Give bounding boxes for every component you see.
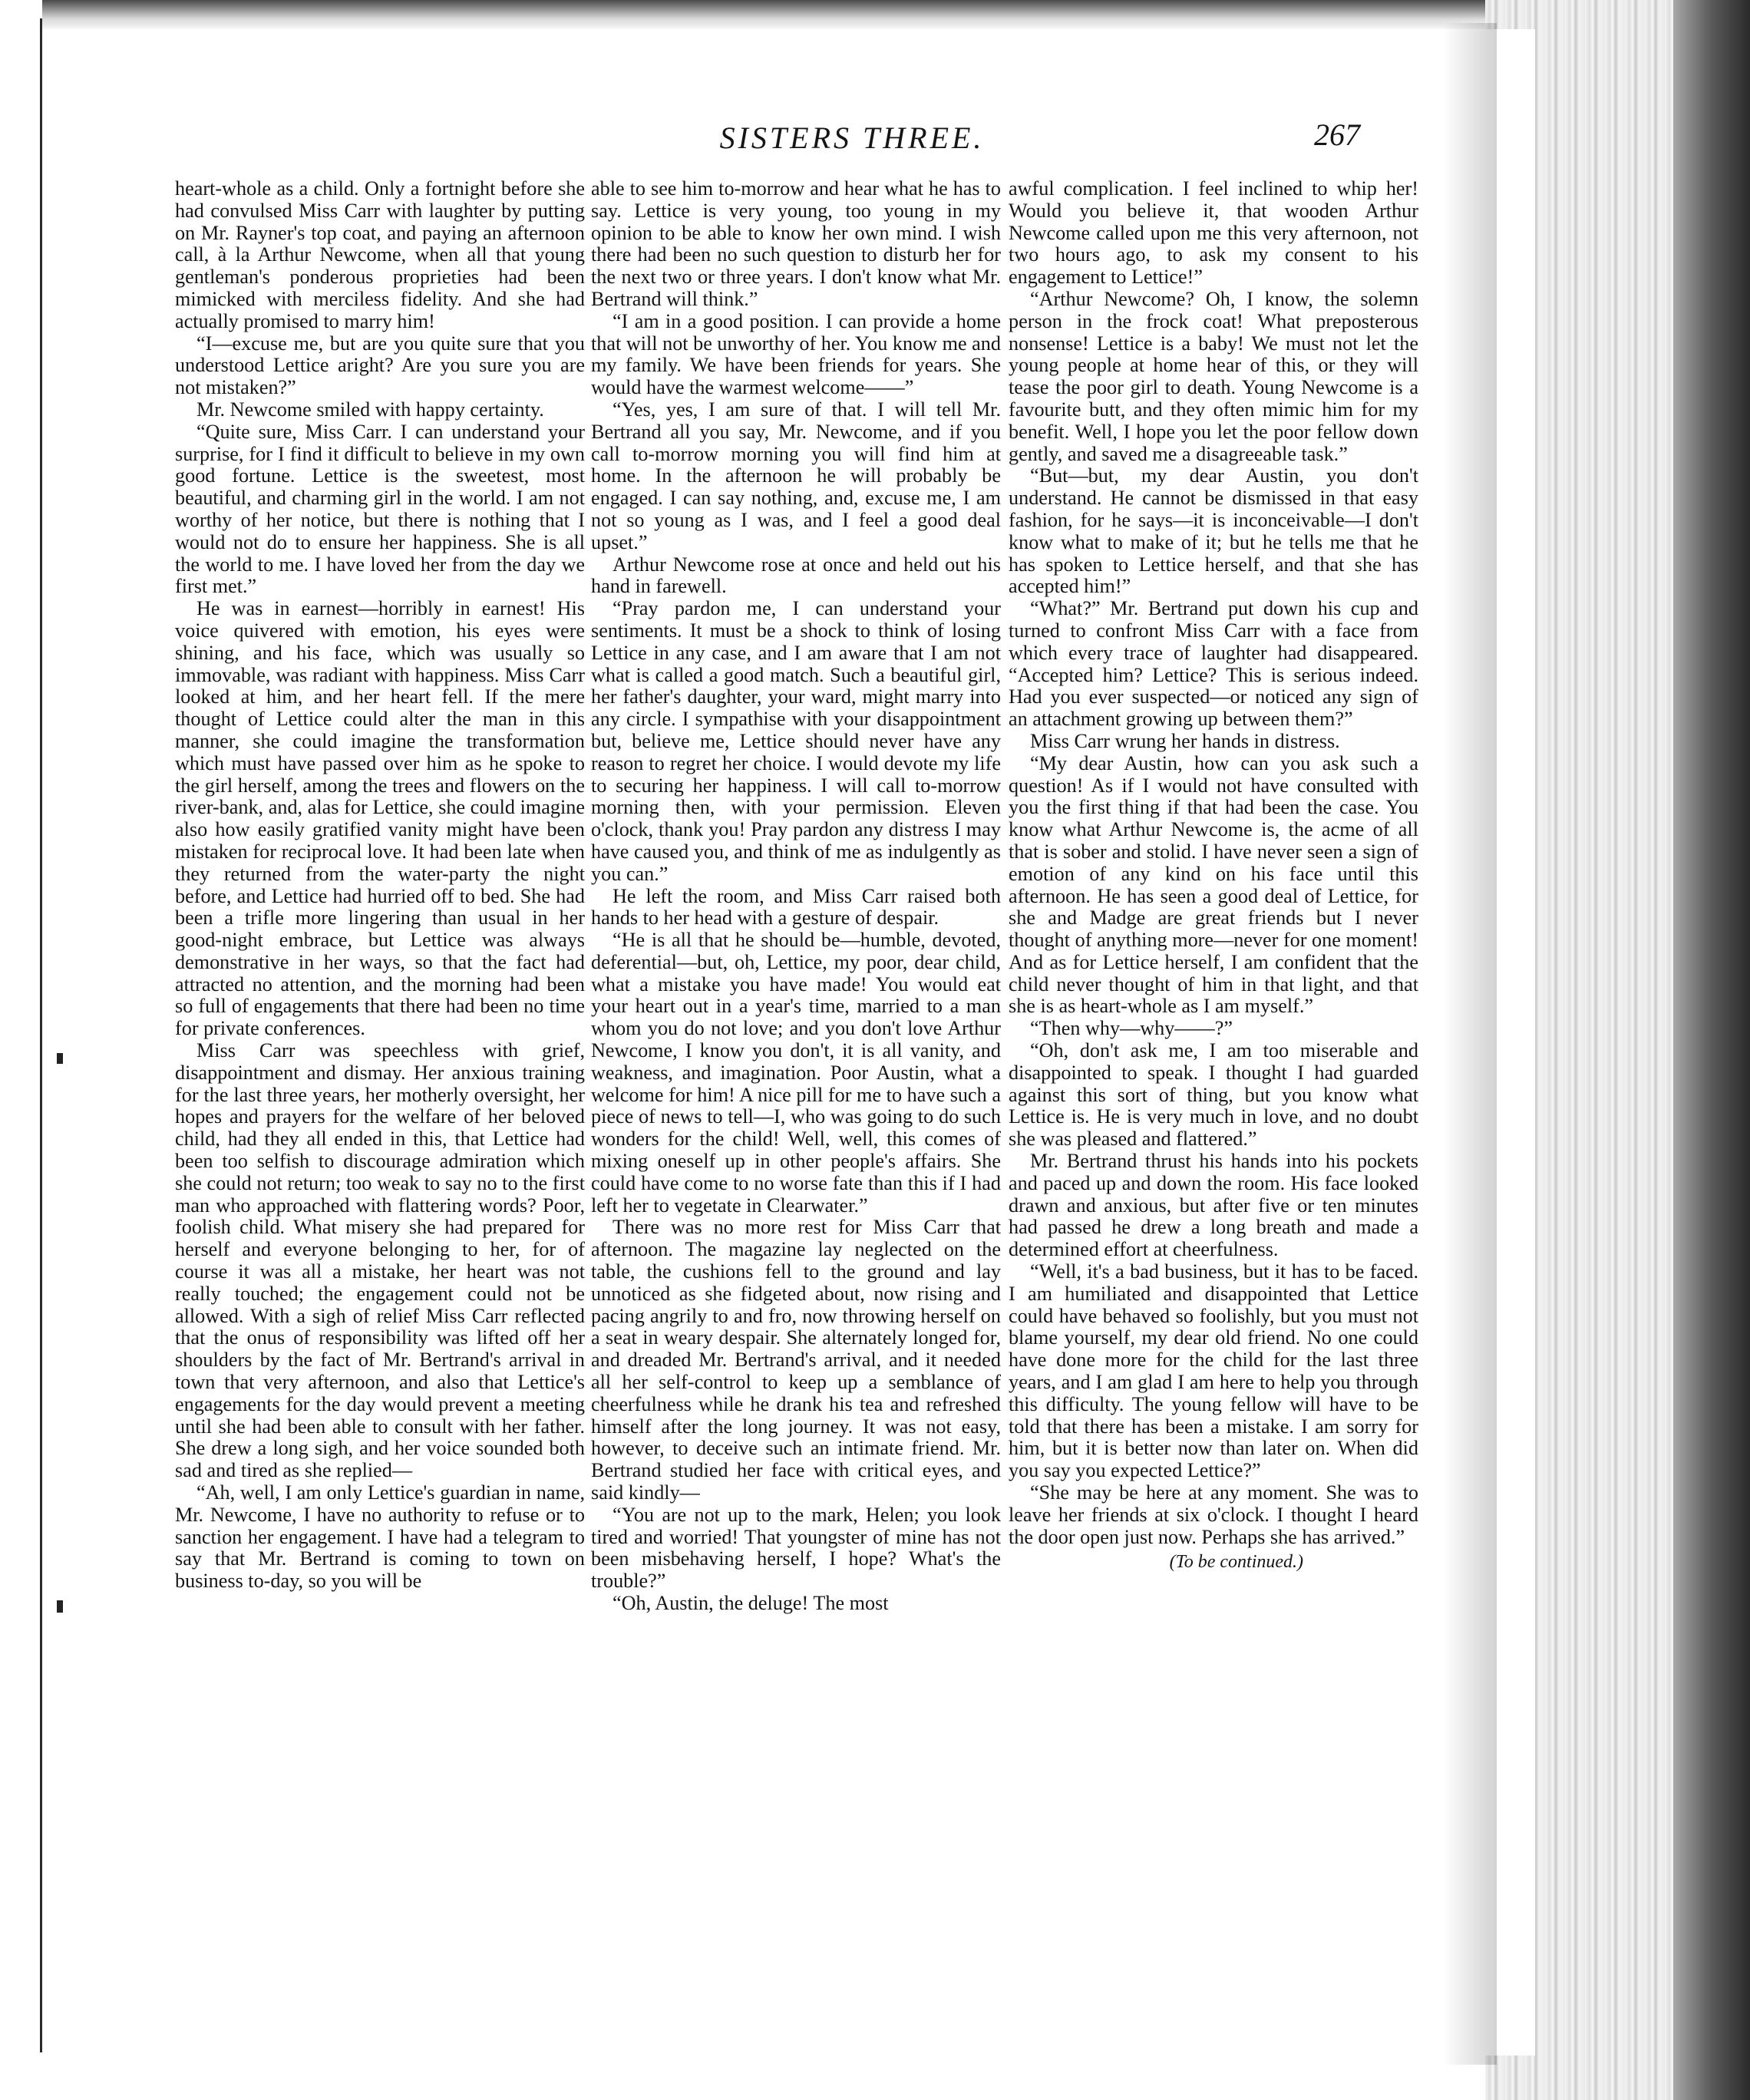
paragraph: “He is all that he should be—humble, devoted, deferential—but, oh, Lettice, my poor, dear child, what a mistake you have made! You would eat your heart out in a year's time, married to a man whom you do not love; and you don't love Arthur Newcome, I know you don't, it is all vanity, and weakness, and imagination. Poor Austin, what a welcome for him! A nice pill for me to have such a piece of news to tell—I, who was going to do such wonders for the child! Well, well, this comes of mixing oneself up in other people's affairs. She could have come to no worse fate than this if I had left her to vegetate in Clearwater.” — [591, 929, 1001, 1217]
book-binding-edge — [0, 0, 40, 2100]
paragraph: “Ah, well, I am only Lettice's guardian in name, Mr. Newcome, I have no authority to refuse or to sanction her engagement. I have had a telegram to say that Mr. Bertrand is coming to town on business to-day, so you will be — [175, 1481, 585, 1593]
paragraph: He left the room, and Miss Carr raised both hands to her head with a gesture of despair. — [591, 884, 1001, 929]
paragraph: “Oh, Austin, the deluge! The most — [612, 1592, 889, 1614]
top-shadow — [42, 0, 1539, 32]
paragraph: “Then why—why——?” — [1030, 1017, 1233, 1040]
book-cover-edge — [1673, 0, 1750, 2100]
paragraph: “She may be here at any moment. She was to leave her friends at six o'clock. I thought I heard the door open just now. Perhaps she has arrived.” — [1009, 1481, 1418, 1548]
paragraph: Mr. Bertrand thrust his hands into his pockets and paced up and down the room. His face looked drawn and anxious, but after five or ten minutes had passed he drew a long breath and made a determined effort at cheerfulness. — [1009, 1150, 1418, 1261]
paragraph: “Pray pardon me, I can understand your sentiments. It must be a shock to think of losing Lettice in any case, and I am aware that I am not what is called a good match. Such a beautiful girl, her father's daughter, your ward, might marry into any circle. I sympathise with your disappointment but, believe me, Lettice should never have any reason to regret her choice. I would devote my life to securing her happiness. I will call to-morrow morning then, with your permission. Eleven o'clock, thank you! Pray pardon any distress I may have caused you, and think of me as indulgently as you can.” — [591, 597, 1001, 885]
paragraph: “Oh, don't ask me, I am too miserable and disappointed to speak. I thought I had guarded against this sort of thing, but you know what Lettice is. He is very much in love, and no doubt she was pleased and flattered.” — [1009, 1039, 1418, 1151]
paragraph: “Well, it's a bad business, but it has to be faced. I am humiliated and disappointed that Lettice could have behaved so foolishly, but you must not blame yourself, my dear old friend. No one could have done more for the child for the last three years, and I am glad I am here to help you through this difficulty. The young fellow will have to be told that there has been a mistake. I am sorry for him, but it is better now than later on. When did you say you expected Lettice?” — [1009, 1260, 1418, 1482]
paragraph: “I—excuse me, but are you quite sure that you understood Lettice aright? Are you sure you are not mistaken?” — [175, 332, 585, 399]
paragraph: “My dear Austin, how can you ask such a question! As if I would not have consulted with you the first thing if that had been the case. You know what Arthur Newcome is, the acme of all that is sober and stolid. I have never seen a sign of emotion of any kind on his face until this afternoon. He has seen a good deal of Lettice, for she and Madge are great friends but I never thought of anything more—never for one moment! And as for Lettice herself, I am confident that the child never thought of him in that light, and that she is as heart-whole as I am myself.” — [1009, 751, 1418, 1018]
paragraph: “Yes, yes, I am sure of that. I will tell Mr. Bertrand all you say, Mr. Newcome, and if you call to-morrow morning you will find him at home. In the afternoon he will probably be engaged. I can say nothing, and, excuse me, I am not so young as I was, and I feel a good deal upset.” — [591, 398, 1001, 553]
text-column-3 — [1009, 178, 1418, 1573]
paragraph: “What?” Mr. Bertrand put down his cup and turned to confront Miss Carr with a face from which every trace of laughter had disappeared. “Accepted him? Lettice? This is serious indeed. Had you ever suspected—or noticed any sign of an attachment growing up between them?” — [1009, 597, 1418, 731]
paragraph: Arthur Newcome rose at once and held out his hand in farewell. — [591, 553, 1001, 598]
paragraph: “Arthur Newcome? Oh, I know, the solemn person in the frock coat! What preposterous nonsense! Lettice is a baby! We must not let the young people at home hear of this, or they will tease the poor girl to death. Young Newcome is a favourite butt, and they often mimic him for my benefit. Well, I hope you let the poor fellow down gently, and saved me a disagreeable task.” — [1009, 287, 1418, 465]
margin-mark — [57, 1053, 63, 1064]
text-column-2 — [591, 178, 1001, 1615]
paragraph: There was no more rest for Miss Carr that afternoon. The magazine lay neglected on the table, the cushions fell to the ground and lay unnoticed as she fidgeted about, now rising and pacing angrily to and fro, now throwing herself on a seat in weary despair. She alternately longed for, and dreaded Mr. Bertrand's arrival, and it needed all her self-control to keep up a semblance of cheerfulness while he drank his tea and refreshed himself after the long journey. It was not easy, however, to deceive such an intimate friend. Mr. Bertrand studied her face with critical eyes, and said kindly— — [591, 1216, 1001, 1504]
text-column-1 — [175, 178, 585, 1593]
paragraph: “Quite sure, Miss Carr. I can understand your surprise, for I find it difficult to believe in my own good fortune. Lettice is the sweetest, most beautiful, and charming girl in the world. I am not worthy of her notice, but there is nothing that I would not do to ensure her happiness. She is all the world to me. I have loved her from the day we first met.” — [175, 420, 585, 598]
paragraph: “But—but, my dear Austin, you don't understand. He cannot be dismissed in that easy fashion, for he says—it is inconceivable—I don't know what to make of it; but he tells me that he has spoken to Lettice herself, and that she has accepted him!” — [1009, 464, 1418, 598]
paragraph: heart-whole as a child. Only a fortnight before she had convulsed Miss Carr with laughter by putting on Mr. Rayner's top coat, and paying an afternoon call, à la Arthur Newcome, when all that young gentleman's ponderous proprieties had been mimicked with merciless fidelity. And she had actually promised to marry him! — [175, 177, 585, 332]
page-number: 267 — [1314, 117, 1360, 152]
page-shadow — [1443, 23, 1497, 2065]
paragraph: Mr. Newcome smiled with happy certainty. — [196, 398, 544, 421]
paragraph: Miss Carr was speechless with grief, disappointment and dismay. Her anxious training for the last three years, her motherly oversight, her hopes and prayers for the welfare of her beloved child, had they all ended in this, that Lettice had been too selfish to discourage admiration which she could not return; too weak to say no to the first man who approached with flattering words? Poor, foolish child. What misery she had prepared for herself and everyone belonging to her, for of course it was all a mistake, her heart was not really touched; the engagement could not be allowed. With a sigh of relief Miss Carr reflected that the onus of responsibility was lifted off her shoulders by the fact of Mr. Bertrand's arrival in town that very afternoon, and also that Lettice's engagements for the day would prevent a meeting until she had been able to consult with her father. She drew a long sigh, and her voice sounded both sad and tired as she replied— — [175, 1039, 585, 1482]
paragraph: “You are not up to the mark, Helen; you look tired and worried! That youngster of mine has not been misbehaving herself, I hope? What's the trouble?” — [591, 1503, 1001, 1593]
paragraph: “I am in a good position. I can provide a home that will not be unworthy of her. You know me and my family. We have been friends for years. She would have the warmest welcome——” — [591, 309, 1001, 399]
margin-mark — [57, 1600, 63, 1613]
paragraph: awful complication. I feel inclined to whip her! Would you believe it, that wooden Arthur Newcome called upon me this very afternoon, not two hours ago, to ask my consent to his engagement to Lettice!” — [1009, 177, 1418, 289]
paragraph: He was in earnest—horribly in earnest! His voice quivered with emotion, his eyes were shining, and his face, which was usually so immovable, was radiant with happiness. Miss Carr looked at him, and her heart fell. If the mere thought of Lettice could alter the man in this manner, she could imagine the transformation which must have passed over him as he spoke to the girl herself, among the trees and flowers on the river-bank, and, alas for Lettice, she could imagine also how easily gratified vanity might have been mistaken for reciprocal love. It had been late when they returned from the water-party the night before, and Lettice had hurried off to bed. She had been a trifle more lingering than usual in her good-night embrace, but Lettice was always demonstrative in her ways, so that the fact had attracted no attention, and the morning had been so full of engagements that there had been no time for private conferences. — [175, 597, 585, 1040]
paragraph: Miss Carr wrung her hands in distress. — [1030, 729, 1340, 752]
paragraph: able to see him to-morrow and hear what he has to say. Lettice is very young, too young in my opinion to be able to know her own mind. I wish there had been no such question to disturb her for the next two or three years. I don't know what Mr. Bertrand will think.” — [591, 177, 1001, 310]
running-head: SISTERS THREE. — [719, 121, 985, 155]
continued-note: (To be continued.) — [1169, 1552, 1303, 1573]
